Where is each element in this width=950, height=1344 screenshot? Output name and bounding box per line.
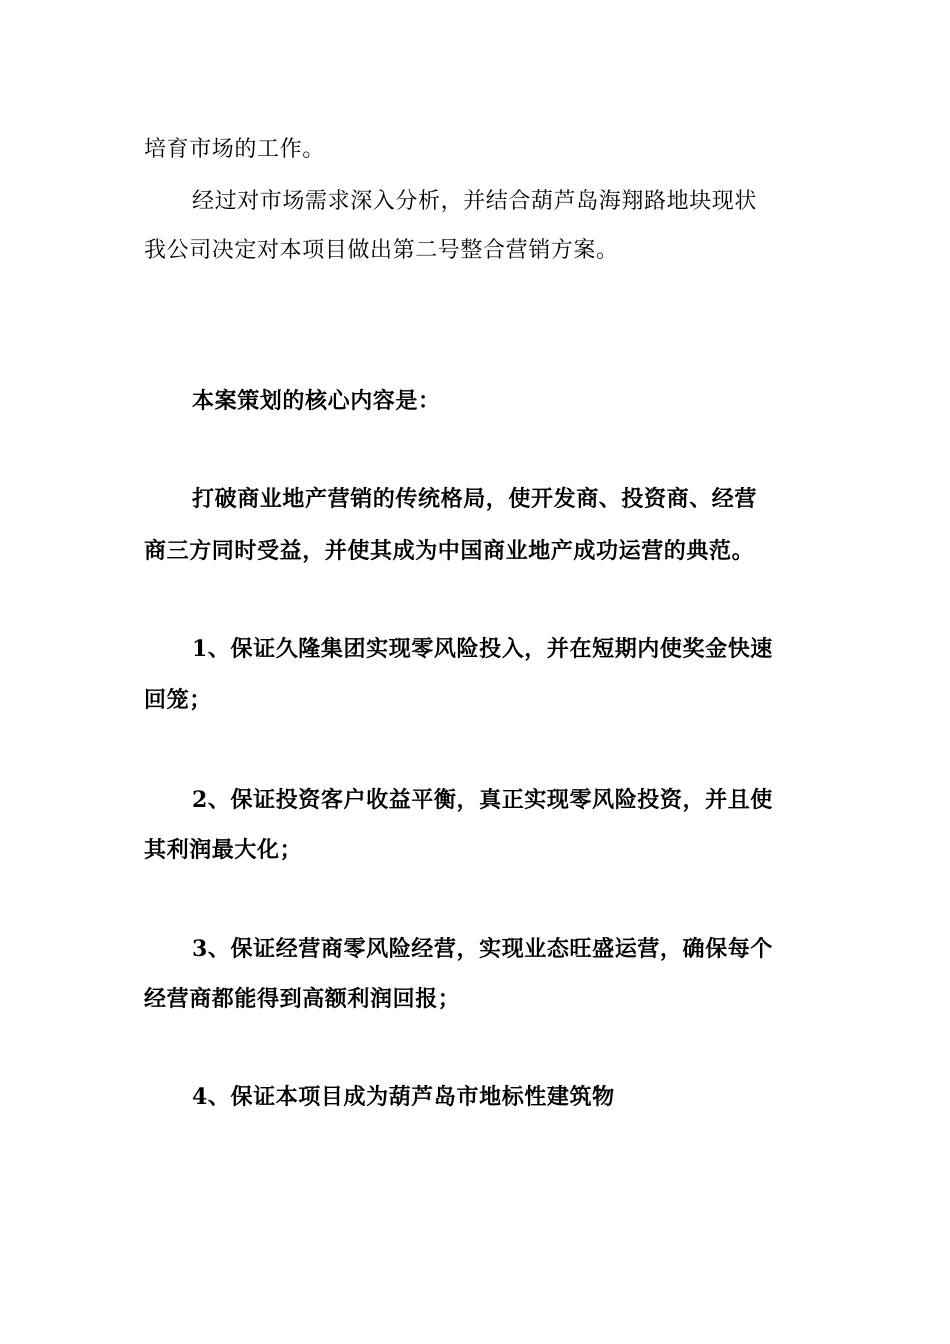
point-4-line-1: 4、保证本项目成为葫芦岛市地标性建筑物	[192, 1084, 615, 1110]
point-2-line-1: 2、保证投资客户收益平衡，真正实现零风险投资，并且使	[192, 787, 773, 813]
intro-line-1: 培育市场的工作。	[144, 137, 325, 162]
core-heading: 本案策划的核心内容是：	[192, 388, 441, 414]
point-3-line-2: 经营商都能得到高额利润回报；	[144, 986, 461, 1012]
point-1-line-2: 回笼；	[144, 687, 212, 713]
core-summary-line-2: 商三方同时受益，并使其成为中国商业地产成功运营的典范。	[144, 538, 755, 564]
core-summary-line-1: 打破商业地产营销的传统格局，使开发商、投资商、经营	[192, 486, 758, 512]
point-3-line-1: 3、保证经营商零风险经营，实现业态旺盛运营，确保每个	[192, 936, 773, 962]
point-2-line-2: 其利润最大化；	[144, 837, 303, 863]
intro-line-3: 我公司决定对本项目做出第二号整合营销方案。	[144, 238, 619, 263]
point-1-line-1: 1、保证久隆集团实现零风险投入，并在短期内使奖金快速	[192, 636, 773, 662]
intro-line-2: 经过对市场需求深入分析，并结合葫芦岛海翔路地块现状	[192, 189, 758, 214]
